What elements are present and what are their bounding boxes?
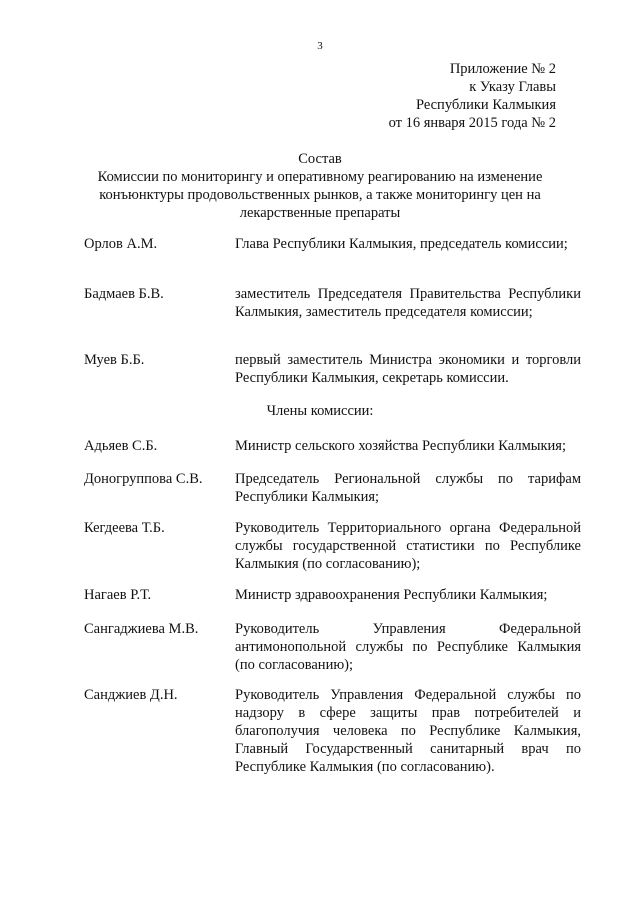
title-heading: Состав [298, 151, 342, 167]
title-line-3: лекарственные препараты [239, 205, 401, 221]
title-line-1: Комиссии по мониторингу и оперативному реагированию на изменение [97, 169, 543, 185]
member-name: Нагаев Р.Т. [84, 587, 152, 603]
title-line-2: конъюнктуры продовольственных рынков, а также мониторингу цен на [99, 187, 541, 203]
member-role: первый заместитель Министра экономики и торговли Республики Калмыкия, секретарь комиссии. [235, 352, 581, 386]
member-name: Орлов А.М. [84, 236, 158, 252]
member-role: Руководитель Территориального органа Федеральной службы государственной статистики по Республике Калмыкия (по согласованию); [235, 520, 581, 572]
member-name: Санджиев Д.Н. [84, 687, 178, 703]
member-role: Глава Республики Калмыкия, председатель комиссии; [235, 236, 568, 252]
member-name: Муев Б.Б. [84, 352, 145, 368]
member-name: Адьяев С.Б. [84, 438, 158, 454]
member-role: Министр сельского хозяйства Республики Калмыкия; [235, 438, 567, 454]
member-role: Председатель Региональной службы по тарифам Республики Калмыкия; [235, 471, 581, 505]
member-name: Доногруппова С.В. [84, 471, 203, 487]
member-role: Руководитель Управления Федеральной антимонопольной службы по Республике Калмыкия (по согласованию); [235, 621, 581, 673]
appendix-header [336, 60, 556, 132]
members-heading: Члены комиссии: [266, 403, 374, 419]
member-role: Министр здравоохранения Республики Калмыкия; [235, 587, 548, 603]
appendix-line-2: к Указу Главы [469, 79, 556, 95]
member-role: Руководитель Управления Федеральной службы по надзору в сфере защиты прав потребителей и благополучия человека по Республике Калмыкия, Главный Государственный санитарный врач по Республике Калмыкия (по согласованию). [235, 687, 581, 775]
member-name: Бадмаев Б.В. [84, 286, 164, 302]
appendix-line-1: Приложение № 2 [449, 61, 556, 77]
document-title [70, 150, 570, 222]
appendix-line-3: Республики Калмыкия [415, 97, 556, 113]
member-name: Кегдеева Т.Б. [84, 520, 165, 536]
member-name: Сангаджиева М.В. [84, 621, 199, 637]
member-role: заместитель Председателя Правительства Республики Калмыкия, заместитель председателя комиссии; [235, 286, 581, 320]
page-number: 3 [317, 40, 323, 52]
appendix-line-4: от 16 января 2015 года № 2 [388, 115, 556, 131]
